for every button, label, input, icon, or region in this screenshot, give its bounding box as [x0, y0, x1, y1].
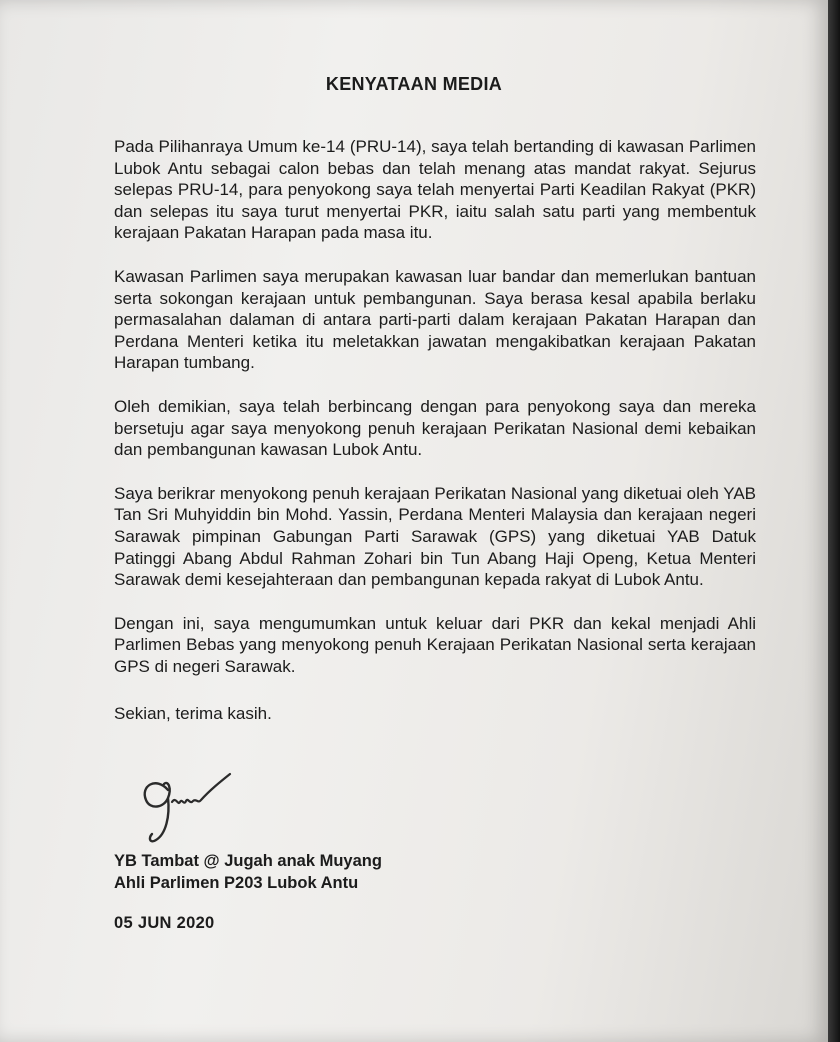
document-body — [114, 136, 756, 699]
paragraph-3: Oleh demikian, saya telah berbincang dengan para penyokong saya dan mereka bersetuju agar saya menyokong penuh kerajaan Perikatan Nasional demi kebaikan dan pembangunan kawasan Lubok Antu. — [114, 396, 756, 460]
signer-name: YB Tambat @ Jugah anak Muyang — [114, 852, 382, 870]
closing-line: Sekian, terima kasih. — [114, 704, 272, 723]
paragraph-2: Kawasan Parlimen saya merupakan kawasan luar bandar dan memerlukan bantuan serta sokongan kerajaan untuk pembangunan. Saya berasa kesal apabila berlaku permasalahan dalaman di antara parti-parti dalam kerajaan Pakatan Harapan dan Perdana Menteri ketika itu meletakkan jawatan mengakibatkan kerajaan Pakatan Harapan tumbang. — [114, 266, 756, 373]
paragraph-5: Dengan ini, saya mengumumkan untuk keluar dari PKR dan kekal menjadi Ahli Parlimen Bebas yang menyokong penuh Kerajaan Perikatan Nasional serta kerajaan GPS di negeri Sarawak. — [114, 613, 756, 676]
paragraph-4: Saya berikrar menyokong penuh kerajaan Perikatan Nasional yang diketuai oleh YAB Tan Sri Muhyiddin bin Mohd. Yassin, Perdana Menteri Malaysia dan kerajaan negeri Sarawak pimpinan Gabungan Parti Sarawak (GPS) yang diketuai YAB Datuk Patinggi Abang Abdul Rahman Zohari bin Tun Abang Haji Openg, Ketua Menteri Sarawak demi kesejahteraan dan pembangunan kepada rakyat di Lubok Antu. — [114, 483, 756, 590]
handwritten-signature — [138, 768, 248, 848]
signer-title: Ahli Parlimen P203 Lubok Antu — [114, 874, 359, 892]
photo-edge — [828, 0, 840, 1042]
paragraph-1: Pada Pilihanraya Umum ke-14 (PRU-14), saya telah bertanding di kawasan Parlimen Lubok Antu sebagai calon bebas dan telah menang atas mandat rakyat. Sejurus selepas PRU-14, para penyokong saya telah menyertai Parti Keadilan Rakyat (PKR) dan selepas itu saya turut menyertai PKR, iaitu salah satu parti yang membentuk kerajaan Pakatan Harapan pada masa itu. — [114, 137, 756, 243]
document-date: 05 JUN 2020 — [114, 914, 215, 932]
signer-block — [114, 850, 382, 894]
document-title: KENYATAAN MEDIA — [325, 74, 503, 94]
